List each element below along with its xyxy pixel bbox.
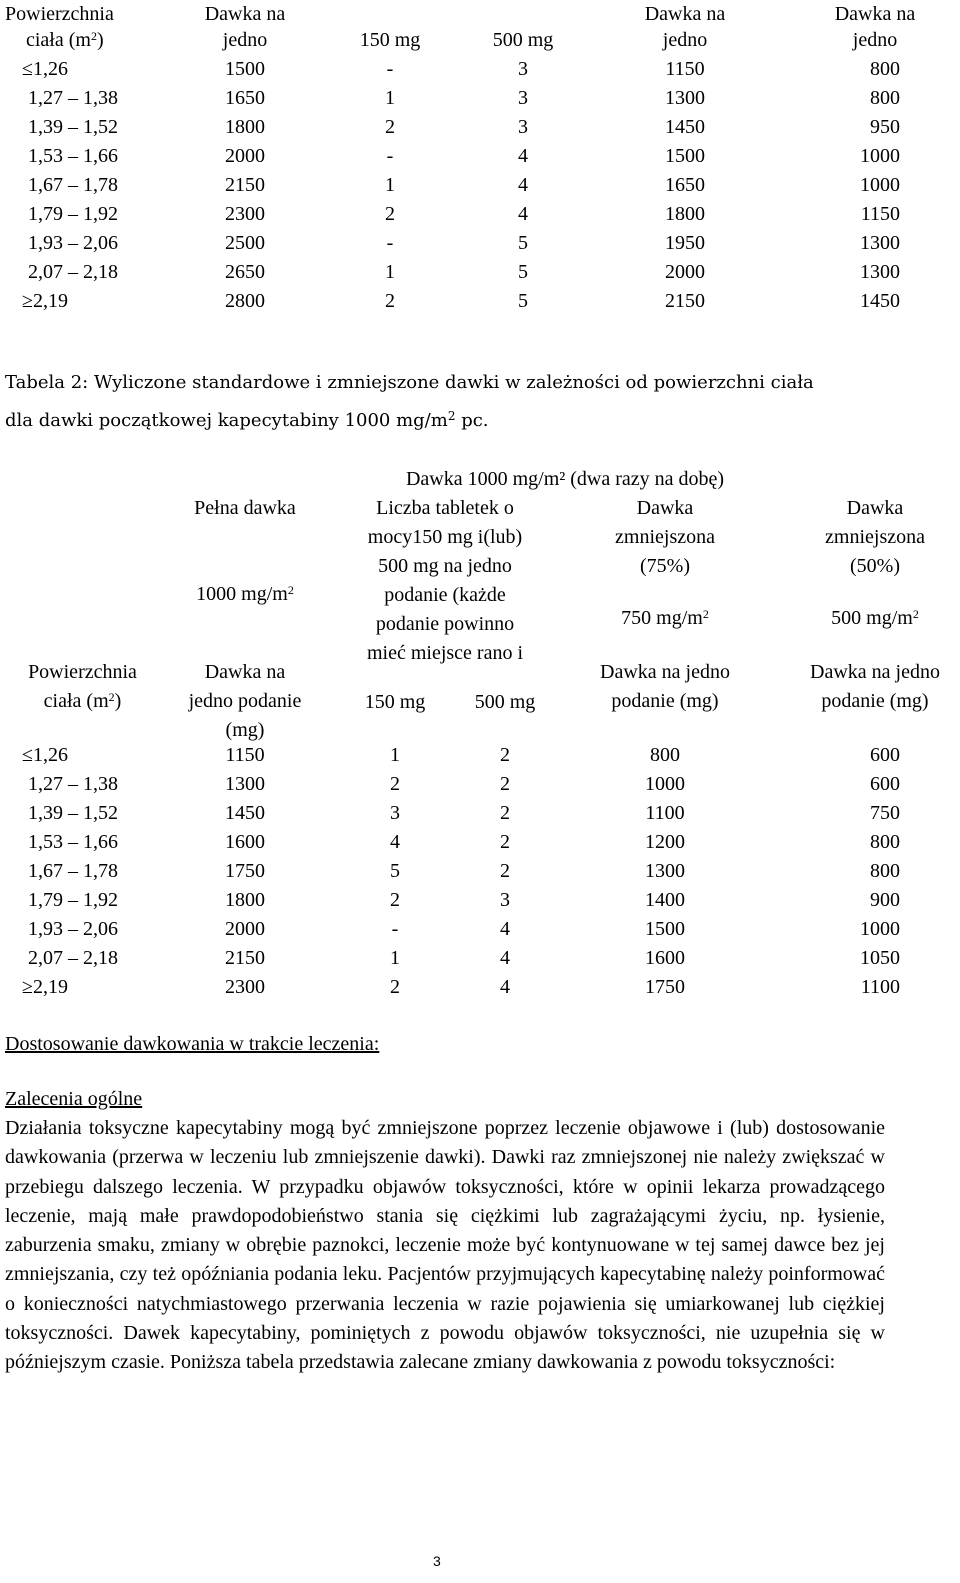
table-1-cell: 950 (870, 116, 900, 138)
table-1-cell: 2150 (665, 290, 705, 312)
table-1-cell: 1450 (665, 116, 705, 138)
table-1-cell: 2300 (225, 203, 265, 225)
table-1-cell: 3 (518, 58, 528, 80)
table-2-cell: 1450 (225, 802, 265, 824)
table-2-cell: 4 (500, 918, 510, 940)
table-2-cell: ≤1,26 (22, 744, 68, 766)
table-1-cell: 4 (518, 174, 528, 196)
section-subheading: Zalecenia ogólne (5, 1088, 143, 1110)
table-2-cell: 1600 (645, 947, 685, 969)
table-1-cell: 3 (518, 87, 528, 109)
table-1-cell: 2,07 – 2,18 (28, 261, 118, 283)
table-2-dose50-header: Dawka na jedno podanie (mg) (810, 661, 940, 712)
table-1-row (0, 171, 960, 200)
table-2-row (0, 915, 960, 944)
table-1-cell: 1650 (225, 87, 265, 109)
table-1-header-dose-reduced-c: jedno (852, 29, 898, 51)
table-1-cell: 1,27 – 1,38 (28, 87, 118, 109)
table-1-cell: 1000 (860, 145, 900, 167)
table-1-cell: 1000 (860, 174, 900, 196)
table-2-cell: 800 (870, 831, 900, 853)
table-2-cell: 3 (500, 889, 510, 911)
table-1-header-150mg: 150 mg (359, 29, 421, 51)
table-2-row (0, 828, 960, 857)
table-1-cell: 800 (870, 87, 900, 109)
table-2-cell: 1,93 – 2,06 (28, 918, 118, 940)
section-paragraph: Działania toksyczne kapecytabiny mogą być zmniejszone poprzez leczenie objawowe i (lub) dostosowanie dawkowania (przerwa w leczeniu lub zmniejszenie dawki). Dawki raz zmniejszonej nie należy zwiększać w przebiegu dalszego leczenia. W przypadku objawów toksyczności, które w opinii lekarza prowadzącego leczenie, mają małe prawdopodobieństwo stania się ciężkimi lub zagrażającymi życiu, np. łysienie, zaburzenia smaku, zmiany w obrębie paznokci, leczenie może być kontynuowane w tej samej dawce bez jej zmniejszania, czy też opóźniania podania leku. Pacjentów przyjmujących kapecytabinę należy poinformować o konieczności natychmiastowego przerwania leczenia w razie pojawienia się umiarkowanej lub ciężkiej toksyczności. Dawek kapecytabiny, pominiętych z powodu objawów toksyczności, nie uzupełnia się w późniejszym czasie. Poniższa tabela przedstawia zalecane zmiany dawkowania z powodu toksyczności: (5, 1117, 885, 1374)
table-2-cell: 1,53 – 1,66 (28, 831, 118, 853)
table-1-cell: 1650 (665, 174, 705, 196)
table-2-cell: 900 (870, 889, 900, 911)
table-2-cell: 1100 (860, 976, 900, 998)
table-2-cell: 4 (500, 947, 510, 969)
table-1-row (0, 84, 960, 113)
table-2-cell: 2,07 – 2,18 (28, 947, 118, 969)
table-1-row (0, 229, 960, 258)
table-1-cell: - (386, 58, 394, 80)
table-1-cell: 1800 (665, 203, 705, 225)
table-1-cell: 1300 (860, 261, 900, 283)
table-2-cell: 1150 (225, 744, 265, 766)
table-1-cell: 1800 (225, 116, 265, 138)
table-1-cell: 1 (385, 87, 395, 109)
table-2-cell: 2 (390, 976, 400, 998)
table-2-cell: 2000 (225, 918, 265, 940)
table-2-cell: 1000 (645, 773, 685, 795)
table-1-cell: 2650 (225, 261, 265, 283)
table-1-row (0, 55, 960, 84)
table-2-cell: 4 (500, 976, 510, 998)
table-1-header-row (0, 26, 960, 55)
table-2-cell: 2150 (225, 947, 265, 969)
table-1-header-bsa-unit: ciała $(m^2)$ (26, 29, 104, 51)
table-2-full-dose-value: 1000 $mg/m^2$ (196, 583, 294, 605)
table-2-cell: 1800 (225, 889, 265, 911)
table-1-cell: 2000 (225, 145, 265, 167)
table-1-header-dose-reduced: Dawka na (644, 3, 726, 25)
table-2-reduced-50-header: Dawka zmniejszona (50%) (825, 497, 925, 577)
table-2-row (0, 770, 960, 799)
table-1-cell: 1,53 – 1,66 (28, 145, 118, 167)
table-2-cell: ≥2,19 (22, 976, 68, 998)
table-2-cell: 4 (390, 831, 400, 853)
table-2-full-dose-label: Pełna dawka (194, 497, 296, 519)
table-2-header-500mg: 500 mg (474, 691, 536, 713)
table-2-row (0, 741, 960, 770)
table-2-cell: 1050 (860, 947, 900, 969)
table-2-row (0, 886, 960, 915)
table-1-cell: 800 (870, 58, 900, 80)
table-1-cell: 4 (518, 145, 528, 167)
table-1-cell: 1,67 – 1,78 (28, 174, 118, 196)
table-2-cell: 2 (500, 860, 510, 882)
table-1-cell: ≥2,19 (22, 290, 68, 312)
table-1-cell: 2 (385, 203, 395, 225)
table-2-header-150mg: 150 mg (364, 691, 426, 713)
table-1-cell: 2500 (225, 232, 265, 254)
table-2-cell: 1750 (225, 860, 265, 882)
table-1-cell: 2 (385, 290, 395, 312)
table-1-cell: 2 (385, 116, 395, 138)
table-2-cell: 1000 (860, 918, 900, 940)
table-2-cell: 1500 (645, 918, 685, 940)
table-2-row (0, 944, 960, 973)
table-2-tablets-header: Liczba tabletek o mocy150 mg i(lub) 500 mg na jedno podanie (każde podanie powinno mieć miejsce rano i (366, 497, 524, 664)
table-1-header-500mg: 500 mg (492, 29, 554, 51)
table-2-reduced-75-header: Dawka zmniejszona (75%) (615, 497, 715, 577)
table-2-dose-header: Dawka na jedno podanie (mg) (188, 661, 302, 741)
table-1-cell: 2800 (225, 290, 265, 312)
table-1-cell: 1 (385, 261, 395, 283)
table-1-cell: 1150 (860, 203, 900, 225)
table-2-cell: 2 (500, 831, 510, 853)
section-heading: Dostosowanie dawkowania w trakcie leczenia: (5, 1033, 380, 1055)
table-2-cell: 2 (390, 773, 400, 795)
table-1-cell: 2000 (665, 261, 705, 283)
table-1-cell: 1150 (665, 58, 705, 80)
table-2-cell: 3 (390, 802, 400, 824)
table-2-cell: 1100 (645, 802, 685, 824)
page-number: 3 (433, 1553, 441, 1569)
table-1-header-dose: Dawka na (204, 3, 286, 25)
table-1-cell: 1,93 – 2,06 (28, 232, 118, 254)
table-1-cell: 1,39 – 1,52 (28, 116, 118, 138)
table-2-group-header: Dawka 1000 mg/m² (dwa razy na dobę) (405, 468, 725, 490)
caption-line-2: dla dawki początkowej kapecytabiny 1000 $mg/m^2$ pc. (5, 409, 489, 431)
table-2-cell: 1 (390, 744, 400, 766)
table-2-cell: 1300 (225, 773, 265, 795)
table-1-cell: - (386, 232, 394, 254)
table-1-cell: 5 (518, 290, 528, 312)
table-1-cell: 5 (518, 232, 528, 254)
table-2-cell: 2 (500, 773, 510, 795)
table-2-cell: 5 (390, 860, 400, 882)
table-2-cell: 1,79 – 1,92 (28, 889, 118, 911)
table-1-cell: 3 (518, 116, 528, 138)
table-1-cell: 5 (518, 261, 528, 283)
table-2-row (0, 973, 960, 1002)
table-1-cell: 1500 (225, 58, 265, 80)
table-2-cell: 800 (870, 860, 900, 882)
table-2-cell: 1600 (225, 831, 265, 853)
table-1-row (0, 113, 960, 142)
table-1-cell: - (386, 145, 394, 167)
table-1-cell: 1500 (665, 145, 705, 167)
table-1-header-dose-reduced-b: jedno (662, 29, 708, 51)
table-2-cell: 600 (870, 773, 900, 795)
table-2-cell: 2 (500, 802, 510, 824)
table-1-cell: 1,79 – 1,92 (28, 203, 118, 225)
table-2-cell: 800 (650, 744, 680, 766)
table-1-cell: 1 (385, 174, 395, 196)
table-1-cell: ≤1,26 (22, 58, 68, 80)
table-1-header-dose-2: jedno (222, 29, 268, 51)
table-2-cell: - (391, 918, 399, 940)
table-2-cell: 1200 (645, 831, 685, 853)
table-2-cell: 750 (870, 802, 900, 824)
table-2-dose75-header: Dawka na jedno podanie (mg) (600, 661, 730, 712)
table-2-cell: 600 (870, 744, 900, 766)
table-2-bsa-header: Powierzchnia ciała $(m^2)$ (28, 661, 137, 712)
table-1-cell: 1300 (665, 87, 705, 109)
table-2-reduced-75-value: 750 $mg/m^2$ (621, 607, 709, 629)
table-1-cell: 4 (518, 203, 528, 225)
table-1-header-row (0, 0, 960, 29)
table-1-row (0, 287, 960, 316)
table-2-cell: 2 (390, 889, 400, 911)
table-1-row (0, 258, 960, 287)
table-2-reduced-50-value: 500 $mg/m^2$ (831, 607, 919, 629)
table-2-caption (5, 364, 935, 440)
table-2-cell: 1,67 – 1,78 (28, 860, 118, 882)
table-1-header-bsa: Powierzchnia (5, 3, 114, 25)
table-2-cell: 1,39 – 1,52 (28, 802, 118, 824)
table-1-row (0, 200, 960, 229)
table-2-cell: 1 (390, 947, 400, 969)
table-1-cell: 1300 (860, 232, 900, 254)
table-2-cell: 2 (500, 744, 510, 766)
table-2-cell: 1300 (645, 860, 685, 882)
table-2-row (0, 799, 960, 828)
table-2-cell: 1,27 – 1,38 (28, 773, 118, 795)
table-1-cell: 1450 (860, 290, 900, 312)
table-1-row (0, 142, 960, 171)
table-2-cell: 1400 (645, 889, 685, 911)
table-2-cell: 2300 (225, 976, 265, 998)
table-2-cell: 1750 (645, 976, 685, 998)
table-1-cell: 2150 (225, 174, 265, 196)
table-1-cell: 1950 (665, 232, 705, 254)
caption-line-1: Tabela 2: Wyliczone standardowe i zmniejszone dawki w zależności od powierzchni ciała (5, 372, 814, 393)
table-2-row (0, 857, 960, 886)
table-1-header-dose-reduced-2: Dawka na (834, 3, 916, 25)
